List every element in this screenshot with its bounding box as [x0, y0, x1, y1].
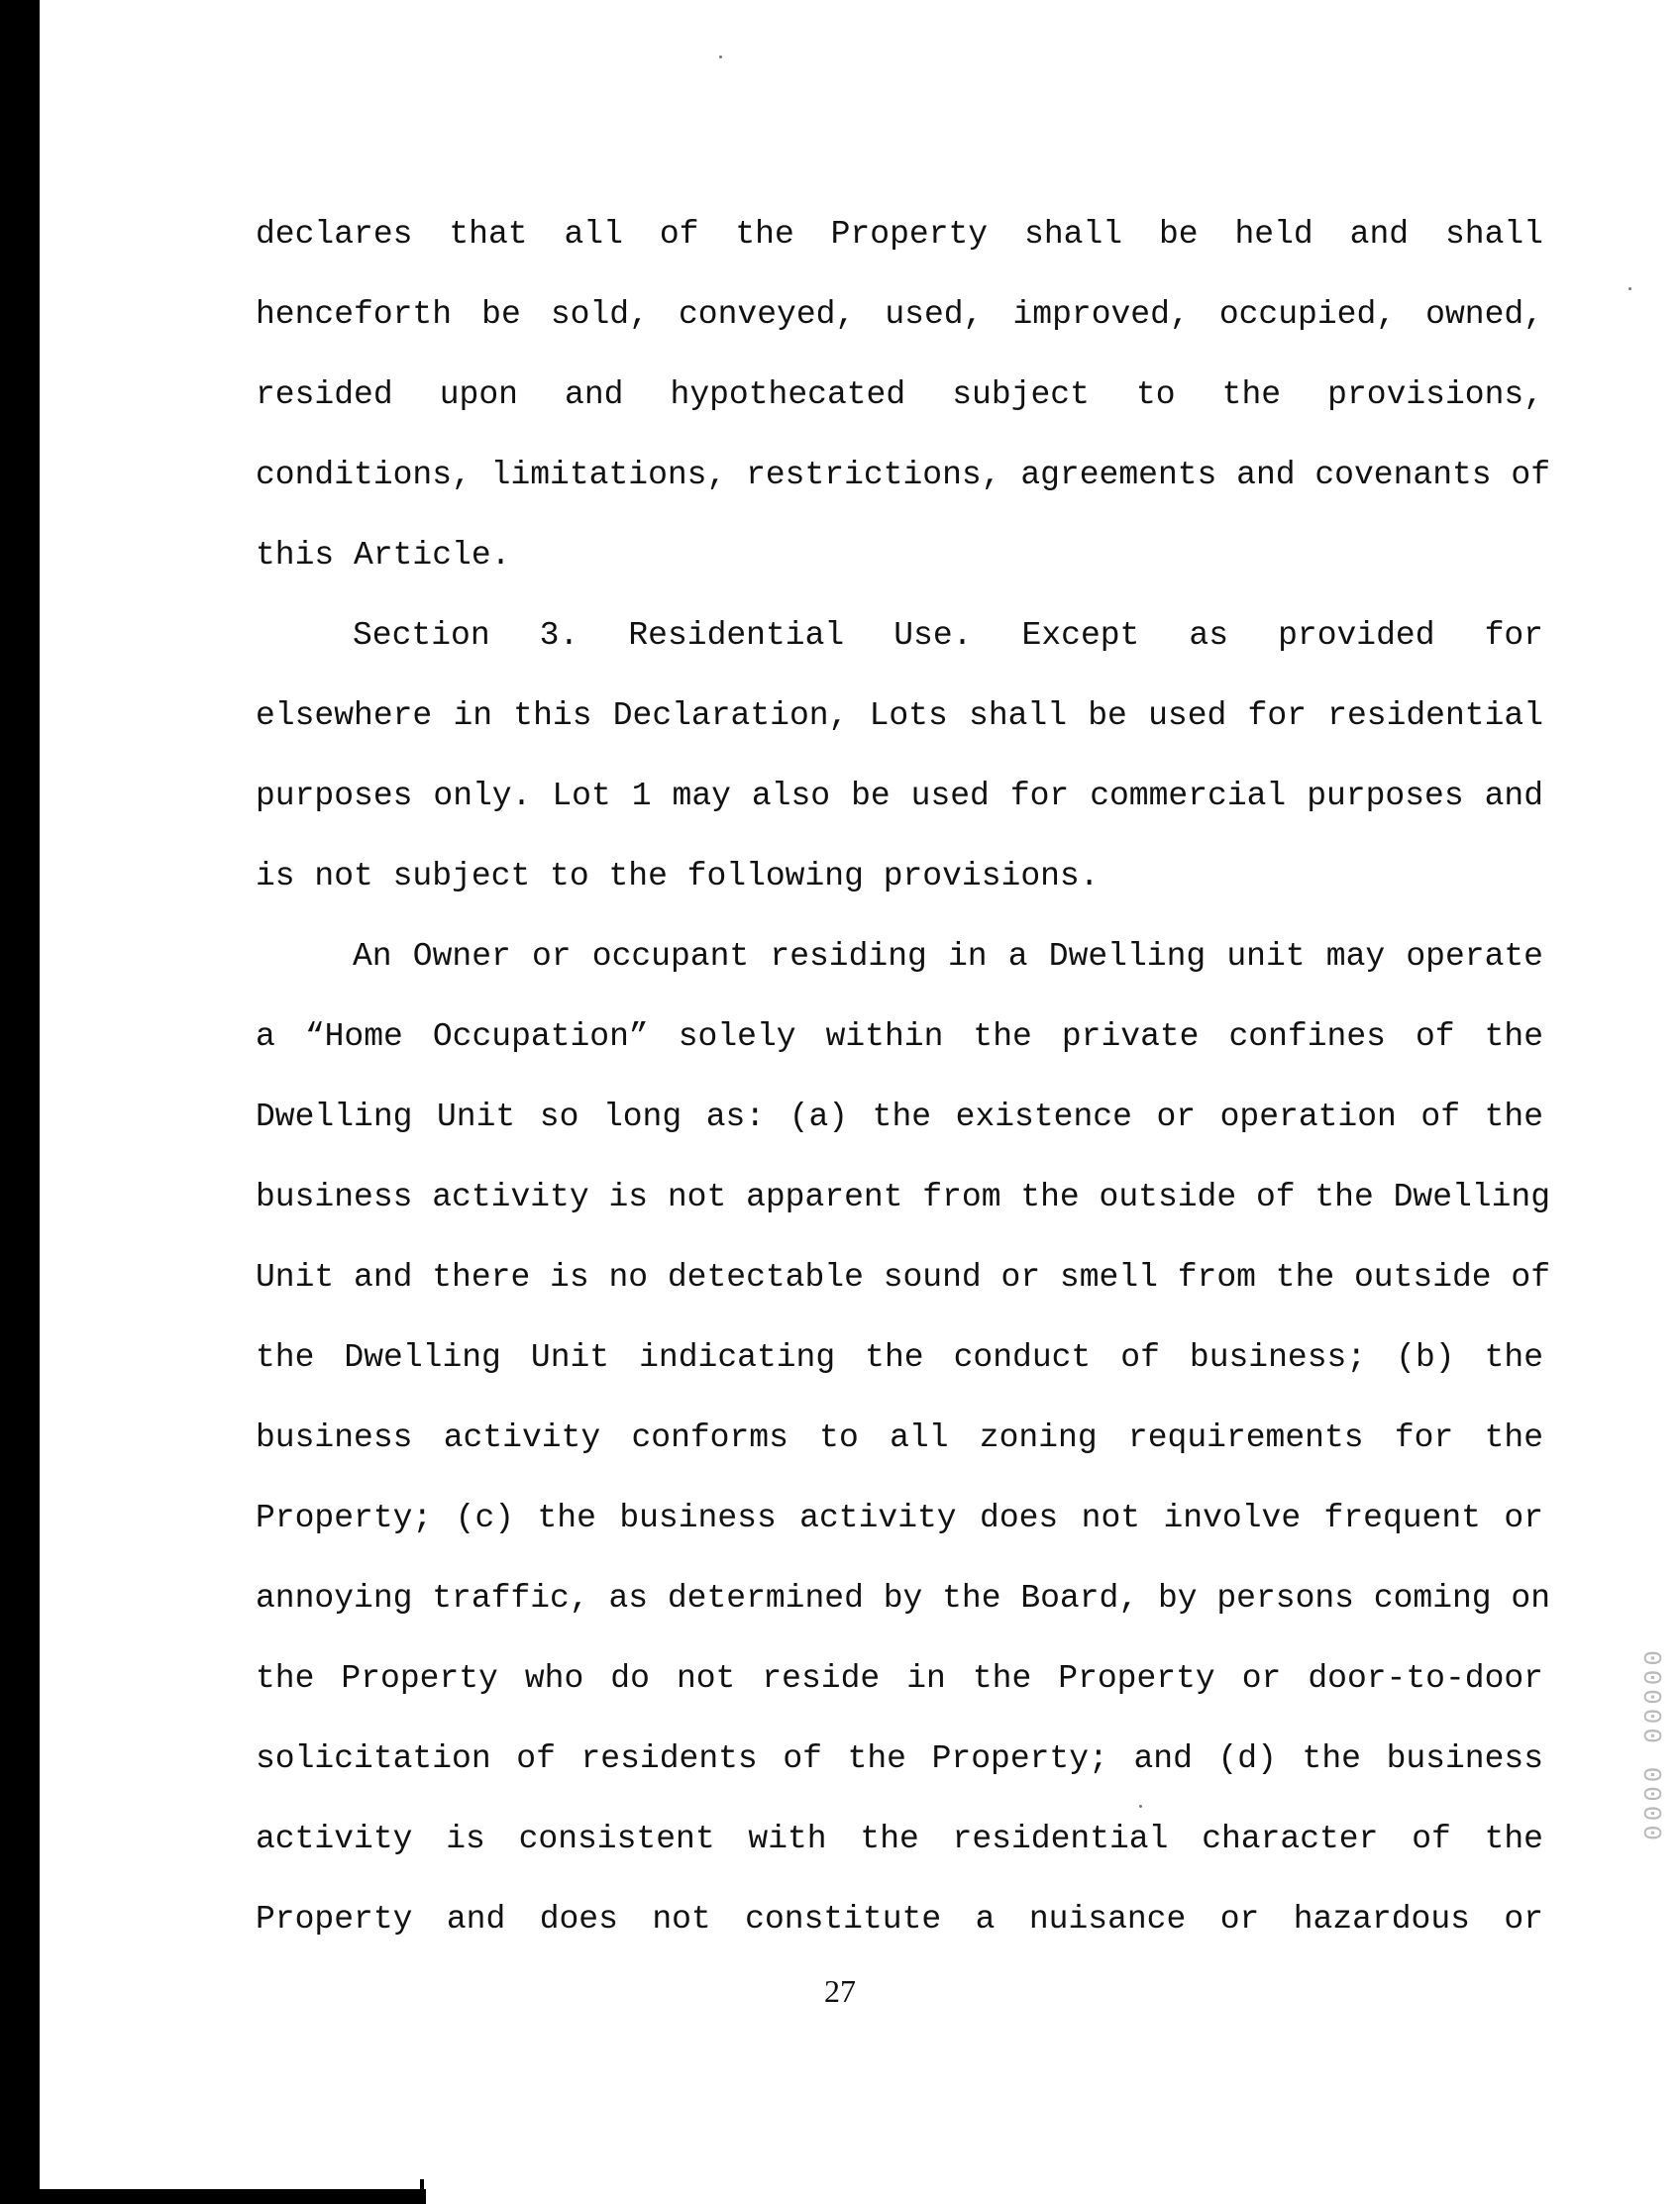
section-heading-line: Section 3. Residential Use. Except as provided for [353, 617, 1543, 654]
text-line: elsewhere in this Declaration, Lots shall be used for residential [256, 697, 1543, 734]
margin-stamp [1636, 1535, 1672, 1951]
text-line: declares that all of the Property shall be held and shall [256, 216, 1543, 253]
text-line: annoying traffic, as determined by the Board, by persons coming on [256, 1580, 1551, 1617]
text-line: the Dwelling Unit indicating the conduct of business; (b) the [256, 1339, 1543, 1376]
scan-border-tick [420, 2179, 424, 2204]
scan-speck [1628, 287, 1631, 290]
margin-stamp-text: 0000 00000 [1639, 1645, 1669, 1841]
text-line: Property; (c) the business activity does not involve frequent or [256, 1500, 1543, 1536]
text-line: solicitation of residents of the Property; and (d) the business [256, 1740, 1543, 1777]
text-line: henceforth be sold, conveyed, used, improved, occupied, owned, [256, 296, 1543, 333]
text-line: purposes only. Lot 1 may also be used for commercial purposes and [256, 778, 1543, 814]
text-line: Dwelling Unit so long as: (a) the existence or operation of the [256, 1099, 1543, 1135]
body-text [256, 194, 1551, 1959]
text-line: Unit and there is no detectable sound or smell from the outside of [256, 1259, 1551, 1296]
text-line: business activity is not apparent from the outside of the Dwelling [256, 1179, 1551, 1215]
page-number: 27 [824, 1973, 856, 2009]
text-line: business activity conforms to all zoning requirements for the [256, 1419, 1543, 1456]
text-line: this Article. [256, 537, 511, 574]
text-line: Property and does not constitute a nuisance or hazardous or [256, 1901, 1543, 1938]
text-line: An Owner or occupant residing in a Dwelling unit may operate [353, 938, 1543, 975]
scan-border-bottom [0, 2189, 426, 2204]
text-line: activity is consistent with the residential character of the [256, 1821, 1543, 1857]
scan-border-left [0, 0, 40, 2204]
text-line: is not subject to the following provisions. [256, 858, 1100, 894]
text-line: a “Home Occupation” solely within the private confines of the [256, 1018, 1543, 1055]
text-line: conditions, limitations, restrictions, agreements and covenants of [256, 457, 1551, 493]
text-line: the Property who do not reside in the Property or door-to-door [256, 1660, 1543, 1697]
text-line: resided upon and hypothecated subject to the provisions, [256, 376, 1543, 413]
scan-speck [719, 55, 722, 58]
